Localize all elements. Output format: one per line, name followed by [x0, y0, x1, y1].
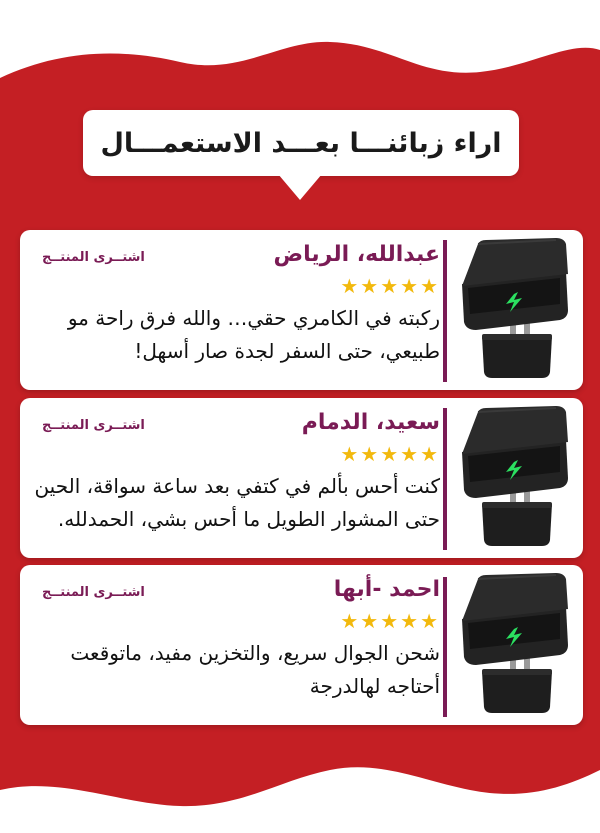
star-rating: ★★★★★ [340, 609, 440, 633]
accent-bar [443, 240, 447, 382]
verified-buyer-tag: اشتــرى المنتــج [42, 418, 145, 433]
review-card [20, 230, 583, 390]
star-rating: ★★★★★ [340, 274, 440, 298]
review-text: كنت أحس بألم في كتفي بعد ساعة سواقة، الحين حتى المشوار الطويل ما أحس بشي، الحمدلله. [34, 474, 440, 531]
car-seat-organizer-image [456, 406, 576, 550]
reviewer-name: سعيد، الدمام [301, 410, 440, 435]
review-text: ركبته في الكامري حقي… والله فرق راحة مو طبيعي، حتى السفر لجدة صار أسهل! [67, 306, 440, 363]
reviewer-name: احمد -أبها [333, 577, 440, 602]
accent-bar [443, 408, 447, 550]
review-card [20, 565, 583, 725]
review-text: شحن الجوال سريع، والتخزين مفيد، ماتوقعت أحتاجه لهالدرجة [70, 641, 440, 698]
verified-buyer-tag: اشتــرى المنتــج [42, 250, 145, 265]
header-title-box [83, 110, 519, 176]
car-seat-organizer-image [456, 238, 576, 382]
car-seat-organizer-image [456, 573, 576, 717]
review-card [20, 398, 583, 558]
accent-bar [443, 577, 447, 717]
verified-buyer-tag: اشتــرى المنتــج [42, 585, 145, 600]
page-title: اراء زبائنـــا بعـــد الاستعمـــال [100, 127, 502, 159]
reviewer-name: عبدالله، الرياض [273, 242, 440, 267]
star-rating: ★★★★★ [340, 442, 440, 466]
title-pointer [278, 174, 322, 200]
